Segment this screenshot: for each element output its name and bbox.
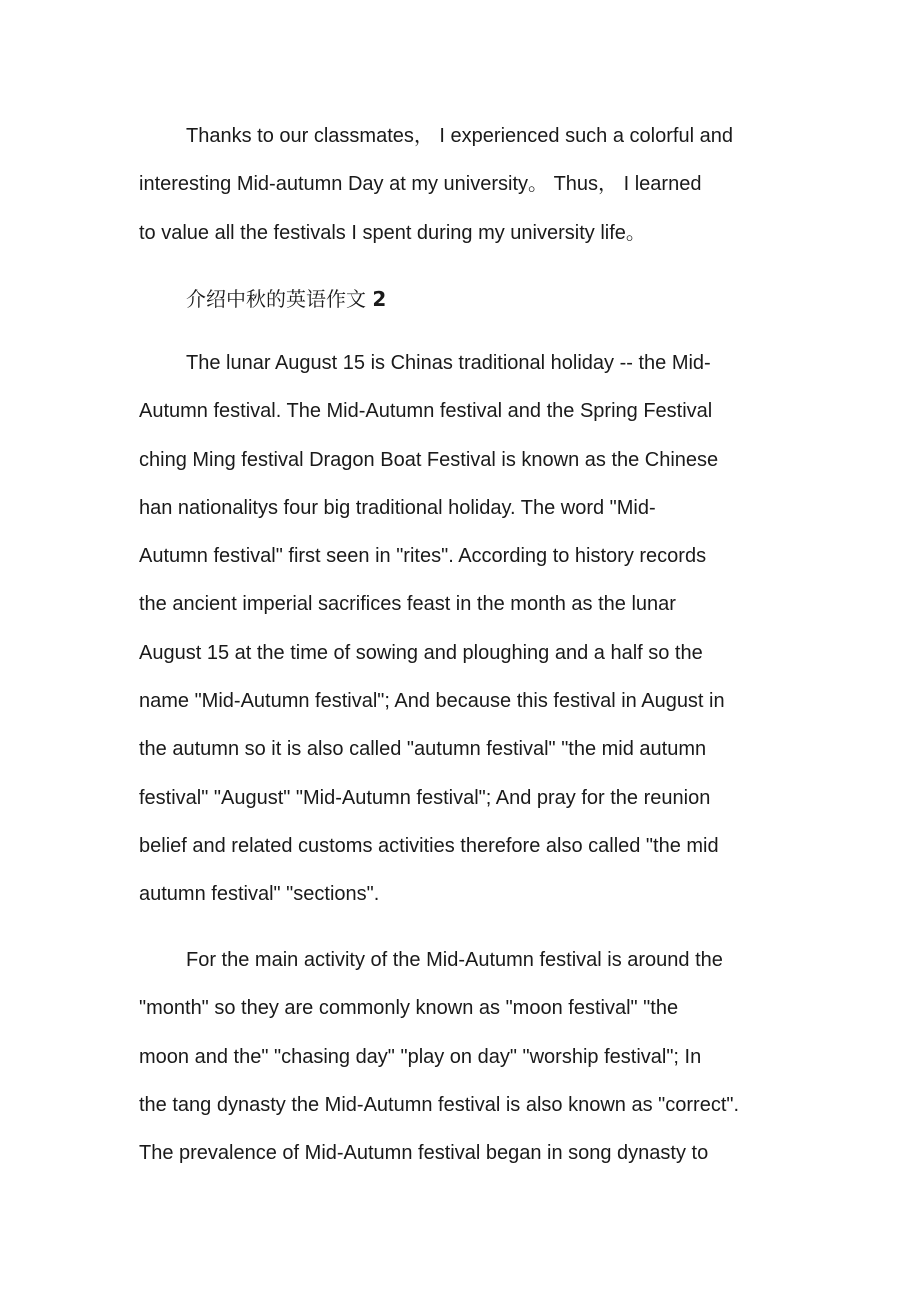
paragraph-line: August 15 at the time of sowing and ploughing and a half so the bbox=[139, 641, 703, 664]
paragraph-line: autumn festival" "sections". bbox=[139, 883, 380, 906]
paragraph-line: the ancient imperial sacrifices feast in the month as the lunar bbox=[139, 593, 676, 616]
section-heading-text: 介绍中秋的英语作文 bbox=[186, 287, 366, 311]
paragraph-line: interesting Mid-autumn Day at my university。 Thus， I learned bbox=[139, 173, 702, 196]
paragraph-line: festival" "August" "Mid-Autumn festival"; And pray for the reunion bbox=[139, 786, 711, 809]
paragraph-line: The lunar August 15 is Chinas traditional holiday -- the Mid- bbox=[186, 352, 711, 374]
section-heading bbox=[186, 275, 386, 323]
paragraph-line: the tang dynasty the Mid-Autumn festival is also known as "correct". bbox=[139, 1093, 740, 1116]
paragraph-line: "month" so they are commonly known as "moon festival" "the bbox=[139, 997, 679, 1020]
paragraph-line: The prevalence of Mid-Autumn festival began in song dynasty to bbox=[139, 1142, 709, 1165]
paragraph-line: For the main activity of the Mid-Autumn festival is around the bbox=[186, 949, 723, 971]
paragraph-line: Autumn festival. The Mid-Autumn festival and the Spring Festival bbox=[139, 400, 713, 423]
paragraph-line: belief and related customs activities therefore also called "the mid bbox=[139, 834, 719, 857]
paragraph-line: Autumn festival" first seen in "rites". According to history records bbox=[139, 545, 707, 568]
paragraph-1 bbox=[139, 112, 789, 257]
paragraph-line: the autumn so it is also called "autumn festival" "the mid autumn bbox=[139, 738, 707, 761]
paragraph-line: han nationalitys four big traditional holiday. The word "Mid- bbox=[139, 496, 656, 519]
paragraph-3 bbox=[139, 936, 789, 1177]
paragraph-line: name "Mid-Autumn festival"; And because this festival in August in bbox=[139, 690, 725, 713]
paragraph-line: to value all the festivals I spent during my university life。 bbox=[139, 221, 646, 244]
section-heading-number: 2 bbox=[372, 287, 387, 311]
paragraph-line: ching Ming festival Dragon Boat Festival is known as the Chinese bbox=[139, 448, 719, 471]
paragraph-line: moon and the" "chasing day" "play on day" "worship festival"; In bbox=[139, 1045, 702, 1068]
paragraph-2 bbox=[139, 339, 789, 919]
paragraph-line: Thanks to our classmates， I experienced such a colorful and bbox=[186, 125, 733, 147]
